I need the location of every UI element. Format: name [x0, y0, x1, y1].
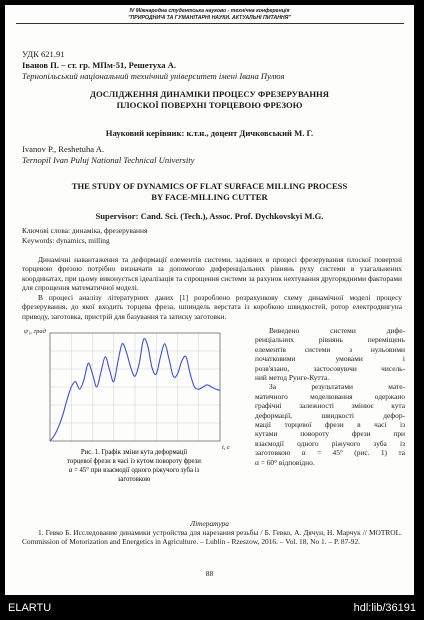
- right-column-line: ренціальних рівнянь переміщень: [255, 335, 405, 345]
- conference-header-line2: "ПРИРОДНИЧІ ТА ГУМАНІТАРНІ НАУКИ. АКТУАЛЬНІ ПИТАННЯ": [128, 14, 291, 21]
- keywords-en: Keywords: dynamics, milling: [22, 236, 110, 245]
- figure-caption-line1: Рис. 1. Графік зміни кута деформації: [80, 449, 188, 456]
- references-heading: Література: [190, 519, 229, 528]
- reference-item-1: 1. Гевко Б. Исследование динамики устройства для нарезания резьбы / Б. Гевко, А. Дячун, Н. Марчук // MOTROL. Commission of Motorization and Energetics in Agriculture. – Lublin - Rzeszow, 2016. – Vol. 18, No 1. – P. 87-92.: [22, 528, 402, 547]
- right-column-line: матичного моделювання одержано: [255, 391, 405, 401]
- figure-caption-line2: торцевої фрези в часі із кутом повороту фрези: [67, 458, 201, 465]
- y-axis-label: ψ₁, град: [24, 328, 46, 335]
- right-column-line: елементів системи з нульовими: [255, 344, 405, 354]
- right-column-line: α = 60° відповідно.: [255, 457, 315, 467]
- x-axis-label: t, c: [222, 444, 230, 451]
- title-ua-line1: ДОСЛІДЖЕННЯ ДИНАМІКИ ПРОЦЕСУ ФРЕЗЕРУВАННЯ: [90, 89, 329, 99]
- right-column-line: розв'язано, застосовуючи чисель-: [255, 363, 405, 373]
- footer-handle: hdl:lib/36191: [353, 602, 416, 614]
- header-rule: [16, 23, 404, 24]
- footer-repo-name: ELARTU: [8, 602, 52, 614]
- right-column-line: графічні залежності змінює кута: [255, 401, 405, 411]
- supervisor-ua: Науковий керівник: к.т.н., доцент Дичковський М. Г.: [105, 128, 314, 138]
- right-column-paragraph-2: [255, 382, 405, 467]
- affiliation-en: Ternopil Ivan Puluj National Technical University: [22, 155, 195, 165]
- authors-en: Ivanov P., Reshetuha A.: [22, 144, 105, 154]
- supervisor-en: Supervisor: Cand. Sci. (Tech.), Assoc. Prof. Dychkovskyi M.G.: [95, 211, 324, 221]
- right-column-line: початковими умовами і: [255, 354, 405, 364]
- right-column-line: заготовкою α = 45° (рис. 1) та: [255, 448, 405, 458]
- paper-page: [5, 5, 414, 595]
- right-column-line: мації торцевої фрези в часі із: [255, 420, 405, 430]
- conference-header-line1: IV Міжнародна студентська науково - технічна конференція: [129, 8, 290, 14]
- affiliation-ua: Тернопільський національний технічний університет імені Івана Пулюя: [22, 71, 285, 81]
- paragraph-1: Динамічні навантаження та деформації елементів системи, задіяних в процесі фрезерування плоскої поверхні торцевою фрезою потрібно визначати за допомогою диференціальних рівнянь руху системи в узагальнених координатах, при цьому виконується ідеалізація та спрощення системи за рахунок нехтування другорядними факторами для спрощення математичної моделі.: [22, 255, 402, 293]
- udk-code: УДК 621.91: [22, 49, 65, 59]
- right-column-text: [255, 326, 405, 467]
- figure-caption-line4: заготовкою: [117, 476, 151, 483]
- figure-1-chart: [22, 321, 247, 497]
- figure-caption-line3: α = 45° при взаємодії одного ріжучого зуба із: [68, 467, 200, 474]
- title-en-line2: BY FACE-MILLING CUTTER: [151, 192, 268, 202]
- title-ua-line2: ПЛОСКОЇ ПОВЕРХНІ ТОРЦЕВОЮ ФРЕЗОЮ: [116, 100, 303, 110]
- repository-footer: [0, 597, 424, 620]
- right-column-line: кутами повороту фрези при: [255, 429, 405, 439]
- page-number: 88: [205, 569, 214, 578]
- keywords-ua: Ключові слова: динаміка, фрезерування: [22, 226, 148, 235]
- paragraph-2: В процесі аналізу літературних даних [1] розроблено розрахункову схему динамічної моделі процесу фрезерування, до якої входить торцева фреза, шпиндель верстата із коробкою швидкостей, ротор електродвигуна приводу, заготовка, пристрій для базування та затиску заготовки.: [22, 293, 402, 321]
- title-en-line1: THE STUDY OF DYNAMICS OF FLAT SURFACE MILLING PROCESS: [71, 181, 348, 191]
- authors-ua: Іванов П. – ст. гр. МПм-51, Решетуха А.: [22, 60, 177, 70]
- right-column-paragraph-1: [255, 326, 405, 382]
- right-column-line: взаємодії одного ріжучого зуба із: [255, 438, 405, 448]
- right-column-line: За результатами мате-: [269, 382, 405, 392]
- right-column-line: деформації, швидкості дефор-: [255, 410, 405, 420]
- right-column-line: ний метод Рунге-Кутта.: [255, 373, 330, 383]
- chart-svg: [22, 321, 247, 497]
- right-column-line: Виведено системи дифе-: [269, 326, 405, 335]
